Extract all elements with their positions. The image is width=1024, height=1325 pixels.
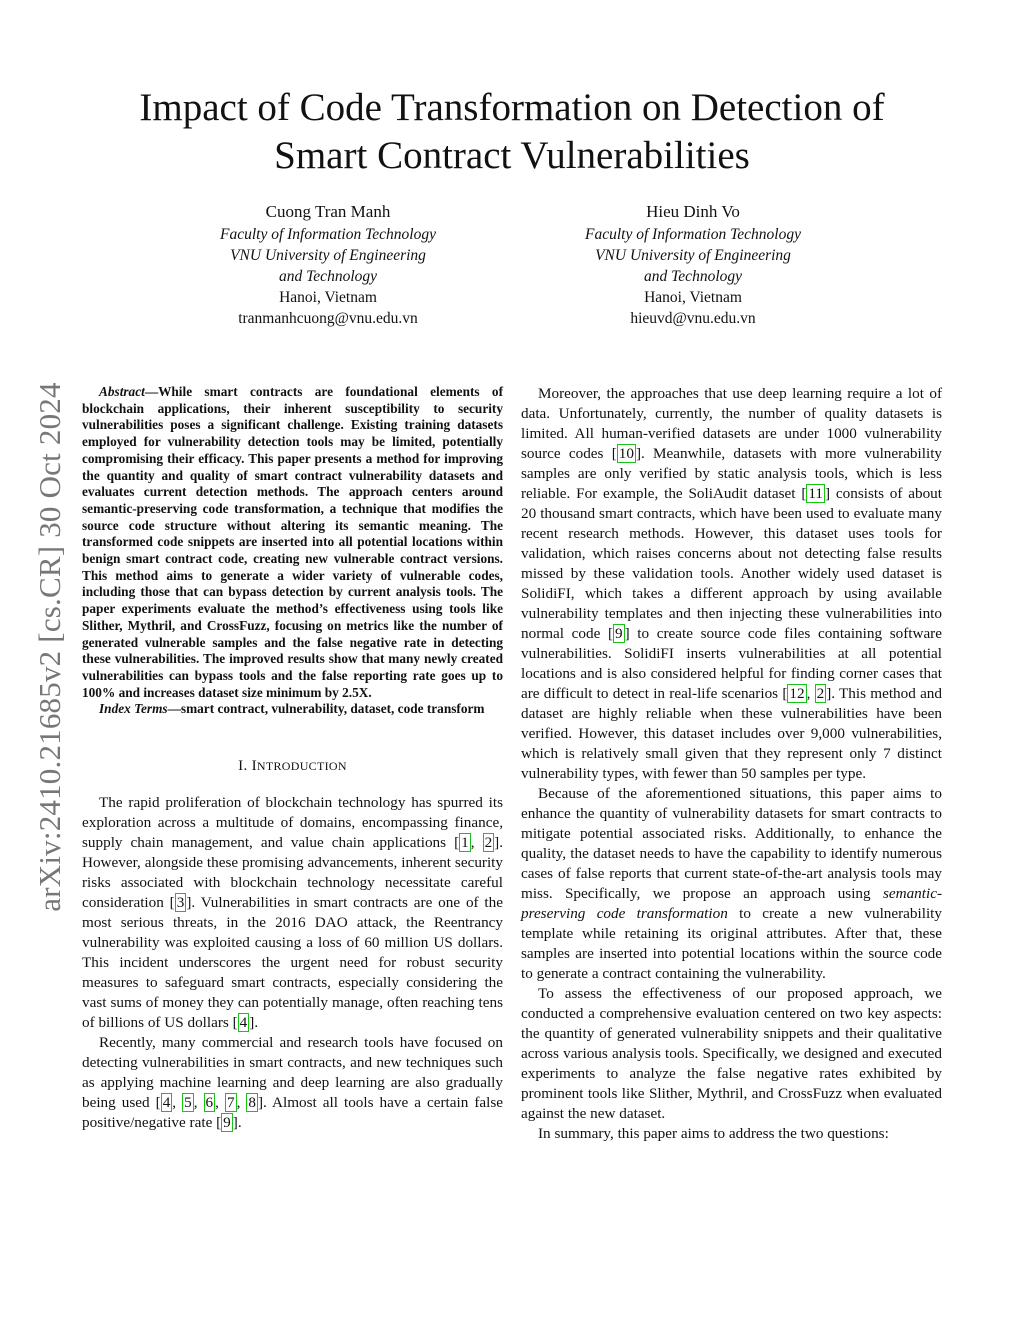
author-email[interactable]: hieuvd@vnu.edu.vn — [630, 310, 756, 327]
citation-link[interactable]: 9 — [223, 1114, 231, 1132]
right-column — [521, 384, 942, 1144]
author-name: Cuong Tran Manh — [265, 202, 391, 221]
author-location: Hanoi, Vietnam — [279, 289, 377, 306]
abstract-label: Abstract — [99, 384, 145, 399]
citation-link[interactable]: 11 — [808, 485, 824, 502]
intro-paragraph-1: The rapid proliferation of blockchain technology has spurred its exploration across a multitude of domains, encompassing finance, supply chain management, and value chain applications [ 1 , 2 ]. However, alongside these promising advancements, inherent security risks associated with blockchain technology necessitate careful consideration [ 3 ]. Vulnerabilities in smart contracts are one of the most serious threats, in the 2016 DAO attack, the Reentrancy vulnerability was exploited causing a loss of 60 million US dollars. This incident underscores the urgent need for robust security measures to safeguard smart contracts, especially considering the vast sums of money they can potentially manage, often reaching tens of billions of US dollars [ 4 ]. — [82, 794, 504, 1032]
author-affiliation: Faculty of Information Technology — [585, 226, 801, 243]
abstract — [82, 384, 503, 701]
abstract-text: —While smart contracts are foundational elements of blockchain applications, their inherent susceptibility to security vulnerabilities poses a significant challenge. Existing training datasets employed for vulnerability detection tools may be limited, potentially compromising their efficacy. This paper presents a method for improving the quantity and quality of smart contract vulnerability datasets and evaluates current detection methods. The approach centers around semantic-preserving code transformation, a technique that modifies the source code structure without altering its semantic meaning. The transformed code snippets are inserted into all potential locations within benign smart contract code, creating new vulnerable contract versions. This method aims to generate a wider variety of vulnerable codes, including those that can bypass detection by current analysis tools. The paper experiments evaluate the method’s effectiveness using tools like Slither, Mythril, and CrossFuzz, focusing on metrics like the number of generated vulnerable samples and the false negative rate in detecting these vulnerabilities. The improved results show that many newly created vulnerabilities can bypass tools and the false reporting rate goes up to 100% and increases dataset size minimum by 2.5X. — [82, 384, 503, 700]
arxiv-identifier: arXiv:2410.21685v2 [cs.CR] 30 Oct 2024 — [32, 382, 67, 912]
index-terms-text: —smart contract, vulnerability, dataset, code transform — [167, 701, 485, 717]
author-location: Hanoi, Vietnam — [644, 289, 742, 306]
author-affiliation: and Technology — [278, 268, 378, 285]
index-terms — [82, 701, 503, 718]
author-affiliation: and Technology — [643, 268, 743, 285]
citation-link[interactable]: 10 — [618, 445, 634, 462]
body-paragraph: In summary, this paper aims to address the two questions: — [538, 1125, 889, 1142]
left-column — [82, 384, 503, 1133]
citation-link[interactable]: 4 — [239, 1014, 248, 1032]
arxiv-sidebar — [10, 355, 90, 940]
index-terms-label: Index Terms — [99, 701, 168, 717]
title-line-2: Smart Contract Vulnerabilities — [274, 134, 750, 177]
author-affiliation: VNU University of Engineering — [230, 247, 426, 264]
citation-link[interactable]: 7 — [226, 1094, 235, 1112]
body-paragraph: To assess the effectiveness of our proposed approach, we conducted a comprehensive evaluation centered on two key aspects: the quantity of generated vulnerability snippets and their qualitative across various analysis tools. Specifically, we designed and executed experiments to analyze the false negative rates exhibited by prominent tools like Slither, Mythril, and CrossFuzz when evaluated against the new dataset. — [521, 985, 942, 1122]
citation-link[interactable]: 2 — [816, 685, 825, 702]
citation-link[interactable]: 3 — [176, 894, 185, 912]
body-paragraph: Because of the aforementioned situations, this paper aims to enhance the quantity of vulnerability datasets for smart contracts to mitigate potential associated risks. Additionally, to enhance the quality, the dataset needs to have the capability to identify numerous cases of false reports that current state-of-the-art analysis tools may miss. Specifically, we propose an approach using semantic-preserving code transformation to create a new vulnerability template while retaining its original attributes. After that, these samples are inserted into potential locations within the source code to generate a contract containing the vulnerability. — [521, 785, 942, 982]
paper-title — [60, 84, 964, 180]
citation-link[interactable]: 8 — [248, 1094, 256, 1112]
author-name: Hieu Dinh Vo — [646, 202, 740, 221]
citation-link[interactable]: 4 — [162, 1094, 171, 1112]
citation-link[interactable]: 5 — [184, 1094, 192, 1112]
author-affiliation: VNU University of Engineering — [595, 247, 791, 264]
citation-link[interactable]: 6 — [205, 1094, 214, 1112]
title-line-1: Impact of Code Transformation on Detection of — [139, 86, 885, 129]
author-block-2 — [543, 201, 843, 329]
emphasis-text: semantic-preserving code transformation — [521, 885, 942, 922]
body-paragraph: Moreover, the approaches that use deep learning require a lot of data. Unfortunately, currently, the number of quality datasets is limited. All human-verified datasets are under 1000 vulnerability source codes [ 10 ]. Meanwhile, datasets with more vulnerability samples are only verified by static analysis tools, which is less reliable. For example, the SoliAudit dataset [ 11 ] consists of about 20 thousand smart contracts, which have been used to evaluate many recent research methods. However, this dataset uses tools for validation, which raises concerns about not detecting false results missed by these validation tools. Another widely used dataset is SolidiFI, which takes a different approach by using available vulnerability templates and then injecting these vulnerabilities into normal code [ 9 ] to create source code files containing software vulnerabilities. SolidiFI inserts vulnerabilities at all potential locations and is also considered helpful for finding corner cases that are difficult to detect in real-life scenarios [ 12 , 2 ]. This method and dataset are highly reliable when these vulnerabilities have been verified. However, this dataset includes over 9,000 vulnerabilities, which is relatively small given that they represent only 7 distinct vulnerability types, with fewer than 50 samples per type. — [521, 385, 943, 782]
intro-paragraph-2: Recently, many commercial and research tools have focused on detecting vulnerabilities in smart contracts, and new techniques such as applying machine learning and deep learning are also gradually being used [ 4 , 5 , 6 , 7 , 8 ]. Almost all tools have a certain false positive/negative rate [ 9 ]. — [82, 1034, 504, 1132]
author-affiliation: Faculty of Information Technology — [220, 226, 436, 243]
citation-link[interactable]: 2 — [484, 834, 493, 852]
citation-link[interactable]: 12 — [789, 685, 805, 702]
citation-link[interactable]: 1 — [461, 834, 469, 852]
author-email[interactable]: tranmanhcuong@vnu.edu.vn — [238, 310, 418, 327]
section-heading-introduction: I. INTRODUCTION — [238, 758, 347, 775]
citation-link[interactable]: 9 — [615, 625, 623, 642]
author-block-1 — [178, 201, 478, 329]
